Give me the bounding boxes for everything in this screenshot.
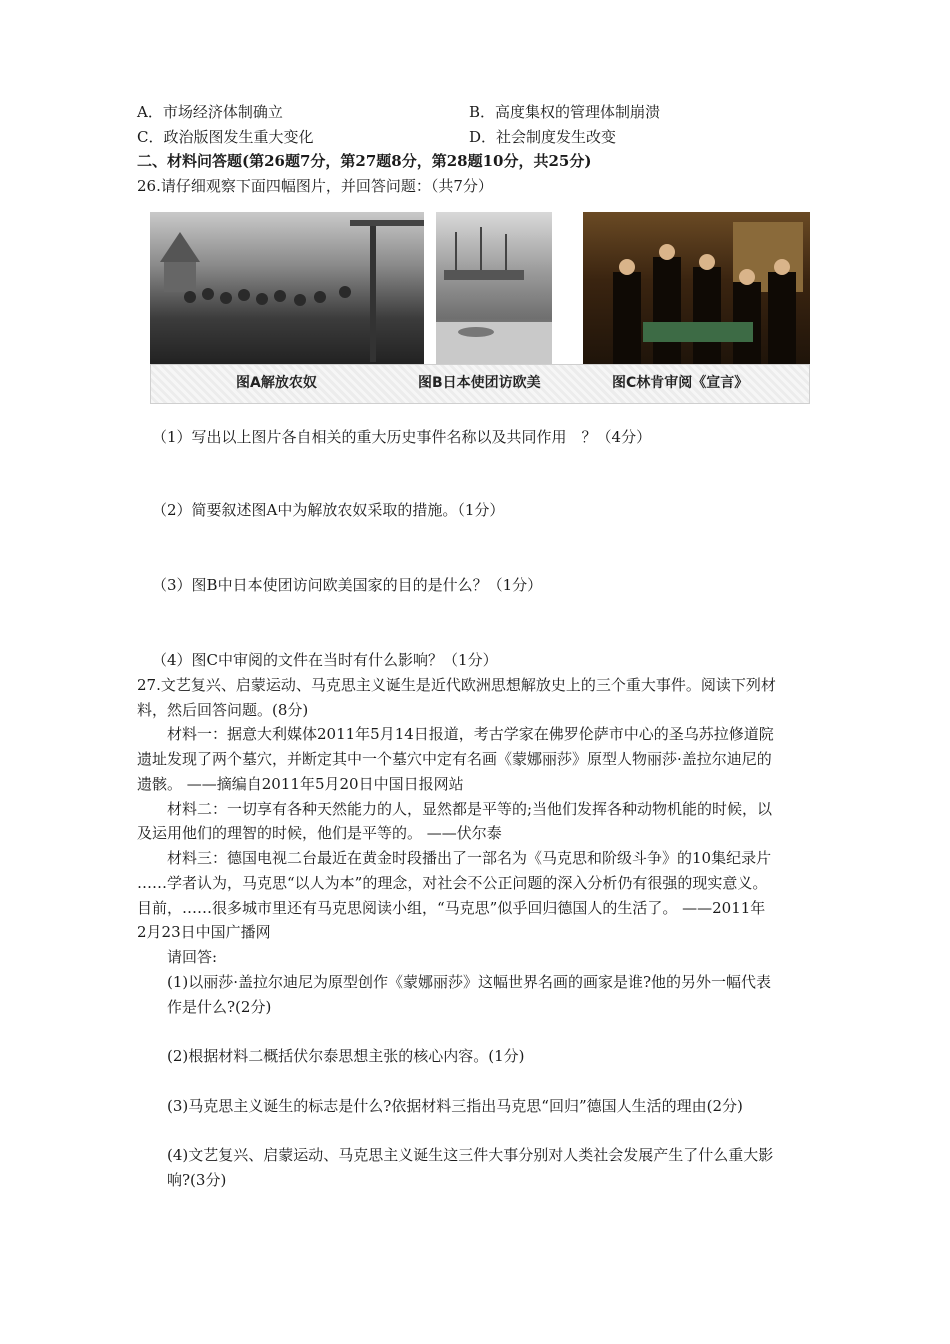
material-3-cont2: 目前，……很多城市里还有马克思阅读小组，“马克思”似乎回归德国人的生活了。 ——2011年: [137, 899, 766, 917]
ships-illustration: [436, 212, 552, 364]
material-2-cont: 及运用他们的理智的时候，他们是平等的。 ——伏尔泰: [137, 824, 502, 842]
material-1-source: 遗骸。 ——摘编自2011年5月20日中国日报网站: [137, 775, 464, 793]
caption-c: 图C林肯审阅《宣言》: [612, 375, 749, 391]
photo-liberating-serfs: [150, 212, 424, 364]
q27-sub3: (3)马克思主义诞生的标志是什么?依据材料三指出马克思“回归”德国人生活的理由(2分): [167, 1097, 743, 1115]
option-b: B．高度集权的管理体制崩溃: [469, 103, 661, 121]
q27-sub4: (4)文艺复兴、启蒙运动、马克思主义诞生这三件大事分别对人类社会发展产生了什么重大影: [167, 1146, 774, 1164]
material-2: 材料二：一切享有各种天然能力的人，显然都是平等的;当他们发挥各种动物机能的时候，以: [167, 800, 773, 818]
option-a: A．市场经济体制确立: [137, 103, 283, 121]
material-3: 材料三：德国电视二台最近在黄金时段播出了一部名为《马克思和阶级斗争》的10集纪录片: [167, 849, 772, 867]
photo-lincoln-proclamation: [583, 212, 810, 364]
question-27-stem: 27.文艺复兴、启蒙运动、马克思主义诞生是近代欧洲思想解放史上的三个重大事件。阅读下列材: [137, 676, 776, 694]
historical-photos-figure: [150, 212, 810, 404]
question-27-stem-cont: 料，然后回答问题。(8分): [137, 701, 309, 719]
q26-sub3: （3）图B中日本使团访问欧美国家的目的是什么？（1分）: [152, 576, 543, 594]
question-26-stem: 26.请仔细观察下面四幅图片，并回答问题：（共7分）: [137, 177, 493, 195]
material-3-cont: ……学者认为，马克思“以人为本”的理念，对社会不公正问题的深入分析仍有很强的现实意义。: [137, 874, 768, 892]
cabinet-meeting-illustration: [583, 212, 810, 364]
answer-prompt: 请回答:: [167, 948, 218, 966]
q27-sub1-cont: 作是什么?(2分): [167, 998, 272, 1016]
caption-a: 图A解放农奴: [236, 375, 317, 391]
q26-sub1: （1）写出以上图片各自相关的重大历史事件名称以及共同作用 ？（4分）: [152, 428, 652, 446]
option-c: C．政治版图发生重大变化: [137, 128, 314, 146]
q26-sub4: （4）图C中审阅的文件在当时有什么影响？（1分）: [152, 651, 498, 669]
option-d: D．社会制度发生改变: [469, 128, 617, 146]
material-3-source: 2月23日中国广播网: [137, 923, 271, 941]
q27-sub4-cont: 响?(3分): [167, 1171, 227, 1189]
q27-sub2: (2)根据材料二概括伏尔泰思想主张的核心内容。(1分): [167, 1047, 525, 1065]
crowd-illustration: [150, 212, 424, 364]
photo-japanese-mission: [436, 212, 552, 364]
q27-sub1: (1)以丽莎·盖拉尔迪尼为原型创作《蒙娜丽莎》这幅世界名画的画家是谁?他的另外一幅代表: [167, 973, 772, 991]
caption-b: 图B日本使团访欧美: [418, 375, 541, 391]
q26-sub2: （2）简要叙述图A中为解放农奴采取的措施。（1分）: [152, 501, 505, 519]
material-1-cont: 遗址发现了两个墓穴，并断定其中一个墓穴中定有名画《蒙娜丽莎》原型人物丽莎·盖拉尔迪尼的: [137, 750, 772, 768]
section-title: 二、材料问答题(第26题7分，第27题8分，第28题10分，共25分): [137, 152, 592, 170]
material-1: 材料一：据意大利媒体2011年5月14日报道，考古学家在佛罗伦萨市中心的圣乌苏拉修道院: [167, 725, 774, 743]
